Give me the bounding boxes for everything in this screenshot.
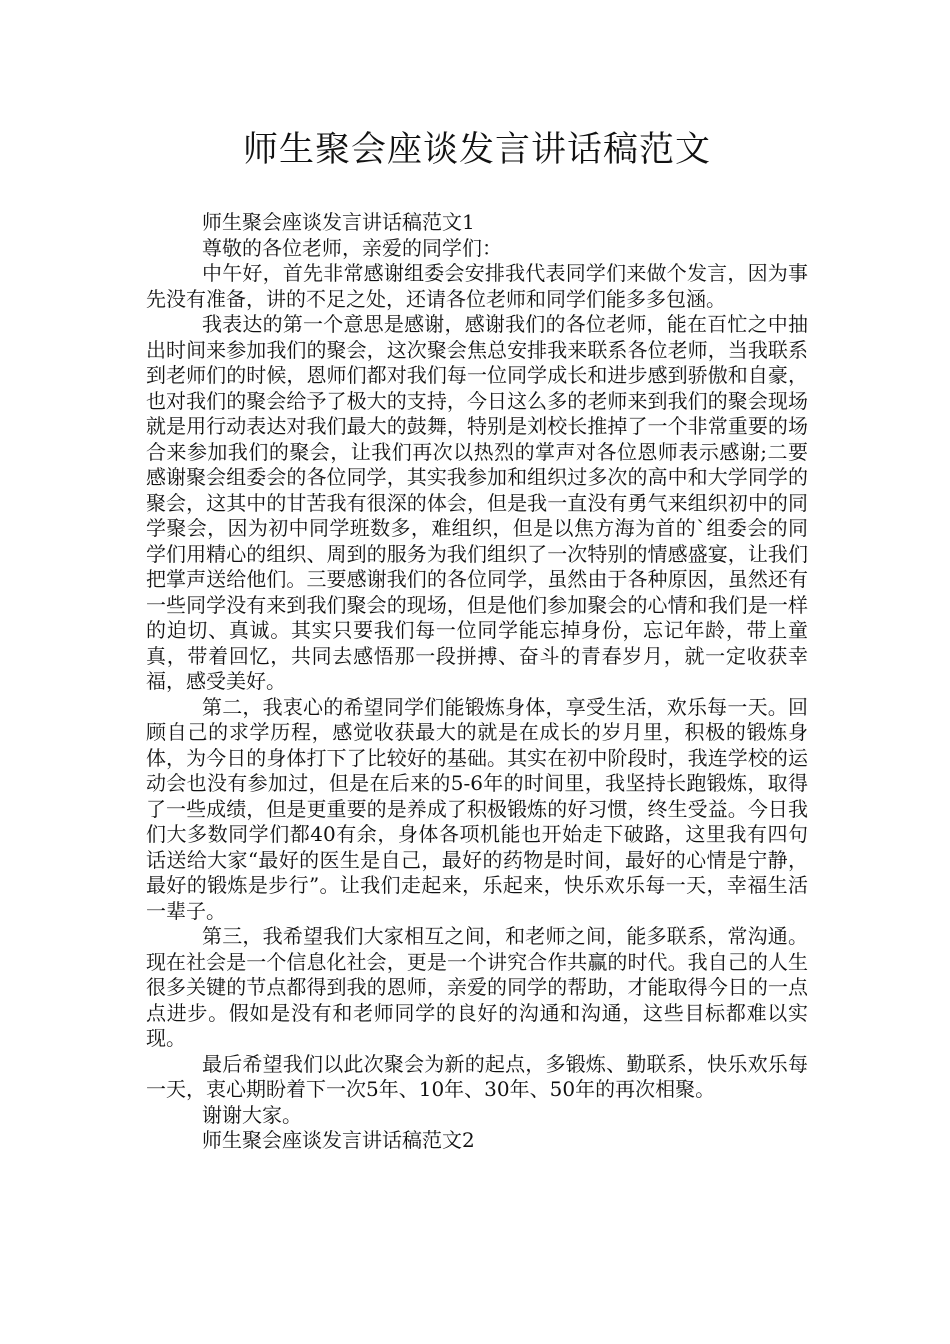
paragraph-thank-you: 谢谢大家。 <box>202 1102 302 1127</box>
paragraph-greeting: 中午好，首先非常感谢组委会安排我代表同学们来做个发言，因为事先没有准备，讲的不足之处，还请各位老师和同学们能多多包涵。 <box>146 261 808 311</box>
paragraph-thanks: 我表达的第一个意思是感谢，感谢我们的各位老师，能在百忙之中抽出时间来参加我们的聚会，这次聚会焦总安排我来联系各位老师，当我联系到老师们的时候，恩师们都对我们每一位同学成长和进步感到骄傲和自豪，也对我们的聚会给予了极大的支持，今日这么多的老师来到我们的聚会现场就是用行动表达对我们最大的鼓舞，特别是刘校长推掉了一个非常重要的场合来参加我们的聚会，让我们再次以热烈的掌声对各位恩师表示感谢;二要感谢聚会组委会的各位同学，其实我参加和组织过多次的高中和大学同学的聚会，这其中的甘苦我有很深的体会，但是我一直没有勇气来组织初中的同学聚会，因为初中同学班数多，难组织，但是以焦方海为首的`组委会的同学们用精心的组织、周到的服务为我们组织了一次特别的情感盛宴，让我们把掌声送给他们。三要感谢我们的各位同学，虽然由于各种原因，虽然还有一些同学没有来到我们聚会的现场，但是他们参加聚会的心情和我们是一样的迫切、真诚。其实只要我们每一位同学能忘掉身份，忘记年龄，带上童真，带着回忆，共同去感悟那一段拼搏、奋斗的青春岁月，就一定收获幸福，感受美好。 <box>146 312 808 693</box>
document-title: 师生聚会座谈发言讲话稿范文 <box>242 130 711 170</box>
salutation: 尊敬的各位老师，亲爱的同学们： <box>202 235 502 260</box>
section-heading-2: 师生聚会座谈发言讲话稿范文2 <box>202 1128 475 1152</box>
paragraph-third: 第三，我希望我们大家相互之间，和老师之间，能多联系，常沟通。现在社会是一个信息化社会，更是一个讲究合作共赢的时代。我自己的人生很多关键的节点都得到我的恩师，亲爱的同学的帮助，才能取得今日的一点点进步。假如是没有和老师同学的良好的沟通和沟通，这些目标都难以实现。 <box>146 924 808 1050</box>
document-body <box>146 210 808 1154</box>
section-heading-1: 师生聚会座谈发言讲话稿范文1 <box>202 210 475 234</box>
paragraph-closing: 最后希望我们以此次聚会为新的起点，多锻炼、勤联系，快乐欢乐每一天，衷心期盼着下一次5年、10年、30年、50年的再次相聚。 <box>146 1051 808 1101</box>
document-page <box>146 124 808 1154</box>
paragraph-second: 第二，我衷心的希望同学们能锻炼身体，享受生活，欢乐每一天。回顾自己的求学历程，感觉收获最大的就是在成长的岁月里，积极的锻炼身体，为今日的身体打下了比较好的基础。其实在初中阶段时，我连学校的运动会也没有参加过，但是在后来的5-6年的时间里，我坚持长跑锻炼，取得了一些成绩，但是更重要的是养成了积极锻炼的好习惯，终生受益。今日我们大多数同学们都40有余，身体各项机能也开始走下破路，这里我有四句话送给大家“最好的医生是自己，最好的药物是时间，最好的心情是宁静，最好的锻炼是步行”。让我们走起来，乐起来，快乐欢乐每一天，幸福生活一辈子。 <box>146 694 808 923</box>
